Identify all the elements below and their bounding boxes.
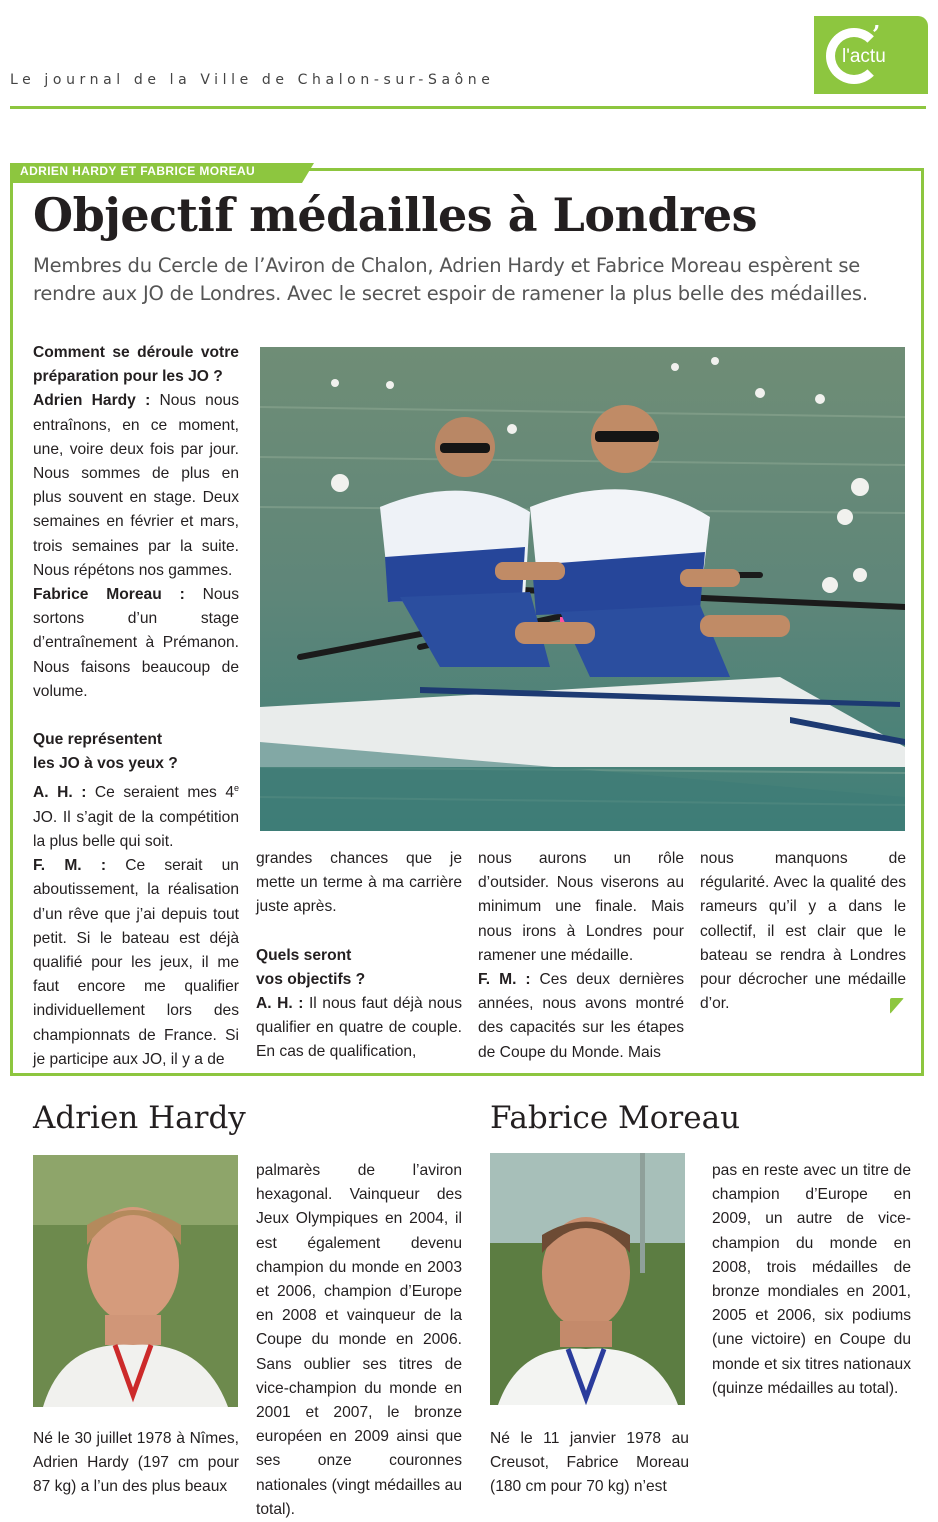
article-headline: Objectif médailles à Londres [33,188,758,242]
article-kicker: ADRIEN HARDY ET FABRICE MOREAU [20,164,256,178]
header-divider [10,106,926,109]
article-lead: Membres du Cercle de l’Aviron de Chalon, Adrien Hardy et Fabrice Moreau espèrent se rendre aux JO de Londres. Avec le secret espoir de ramener la plus belle des médailles. [33,254,868,305]
answer-1-moreau [33,583,239,704]
speaker-label: F. M. : [33,857,107,875]
superscript: e [234,783,240,794]
answer-text: Nous nous entraînons, en ce moment, une, voire deux fois par jour. Nous sommes de plus en plus souvent en stage. Deux semaines en février et mars, trois semaines par la suite. Nous répétons nos gammes. [33,392,239,579]
answer-1-hardy [33,389,239,583]
answer-3-moreau-continued: nous manquons de régularité. Avec la qualité des rameurs qu’il y a dans le collectif, il est clair que le bateau se rendra à Londres pour décrocher une médaille d’or. [700,850,906,1013]
bio-hardy-part-1: Né le 30 juillet 1978 à Nîmes, Adrien Hardy (197 cm pour 87 kg) a l’un des plus beaux [33,1430,239,1496]
rowing-photo-illustration [260,347,905,831]
answer-3-hardy [256,992,462,1065]
portrait-moreau [490,1153,685,1405]
answer-2-moreau-continued: grandes chances que je mette un terme à ma carrière juste après. [256,850,462,916]
speaker-label: Adrien Hardy : [33,392,151,410]
logo-text: l'actu [842,46,886,67]
rowing-photo [260,347,905,831]
bio-moreau-part-2: pas en reste avec un titre de champion d’Europe en 2009, un autre de vice-champion du monde en 2008, trois médailles de bronze mondiales en 2001, 2005 et 2006, six podiums (une victoire) en Coupe du monde et six titres nationaux (quinze médailles au total). [712,1162,911,1397]
portrait-moreau-illustration [490,1153,685,1405]
answer-text: Ces deux dernières années, nous avons montré des capacités sur les étapes de Coupe du Monde. Mais [478,971,684,1061]
logo-apostrophe: ’ [872,20,881,49]
profile-name-moreau: Fabrice Moreau [490,1100,741,1136]
question-1: Comment se déroule votre préparation pour les JO ? [33,344,239,386]
question-2-line-1: Que représentent [33,731,163,749]
bio-hardy-part-2: palmarès de l’aviron hexagonal. Vainqueur des Jeux Olympiques en 2004, il est également devenu champion du monde en 2003 et 2006, champion d’Europe en 2008 et vainqueur de la Coupe du monde en 2006. Sans oublier ses titres de vice-champion du monde en 2001 et 2007, le bronze européen en 2009 ainsi que ses onze couronnes nationales (vingt médailles au total). [256,1162,462,1518]
answer-2-moreau [33,854,239,1072]
speaker-label: F. M. : [478,971,531,989]
speaker-label: A. H. : [256,995,304,1013]
profile-name-hardy: Adrien Hardy [33,1100,246,1136]
article-column-4 [700,847,906,1016]
portrait-hardy-illustration [33,1155,238,1407]
answer-text: JO. Il s’agit de la compétition la plus belle qui soit. [33,808,239,851]
journal-title: Le journal de la Ville de Chalon-sur-Saône [10,72,495,88]
cactu-logo [814,16,928,94]
question-3-line-2: vos objectifs ? [256,970,366,988]
answer-text: Ce seraient mes 4 [86,784,234,802]
answer-text: Ce serait un aboutissement, la réalisation d’un rêve que j’ai depuis tout petit. Si le bateau est déjà qualifié pour les jeux, il me faut encore me qualifier individuellement lors des championnats de France. Si je participe aux JO, il y a de [33,857,239,1068]
question-3-line-1: Quels seront [256,946,352,964]
bio-moreau-part-1: Né le 11 janvier 1978 au Creusot, Fabrice Moreau (180 cm pour 70 kg) n’est [490,1430,689,1496]
answer-3-hardy-continued: nous aurons un rôle d’outsider. Nous viserons au minimum une finale. Mais nous irons à Londres pour ramener une médaille. [478,850,684,964]
answer-text: Nous sortons d’un stage d’entraînement à Prémanon. Nous faisons beaucoup de volume. [33,586,239,700]
article-column-1 [33,341,239,1072]
answer-3-moreau [478,968,684,1065]
answer-2-hardy [33,776,239,854]
portrait-hardy [33,1155,238,1407]
article-column-3 [478,847,684,1065]
question-2-line-2: les JO à vos yeux ? [33,755,178,773]
answer-text: Il nous faut déjà nous qualifier en quatre de couple. En cas de qualification, [256,995,462,1061]
article-column-2 [256,847,462,1065]
end-of-article-mark [890,998,904,1014]
speaker-label: Fabrice Moreau : [33,586,185,604]
speaker-label: A. H. : [33,784,87,802]
